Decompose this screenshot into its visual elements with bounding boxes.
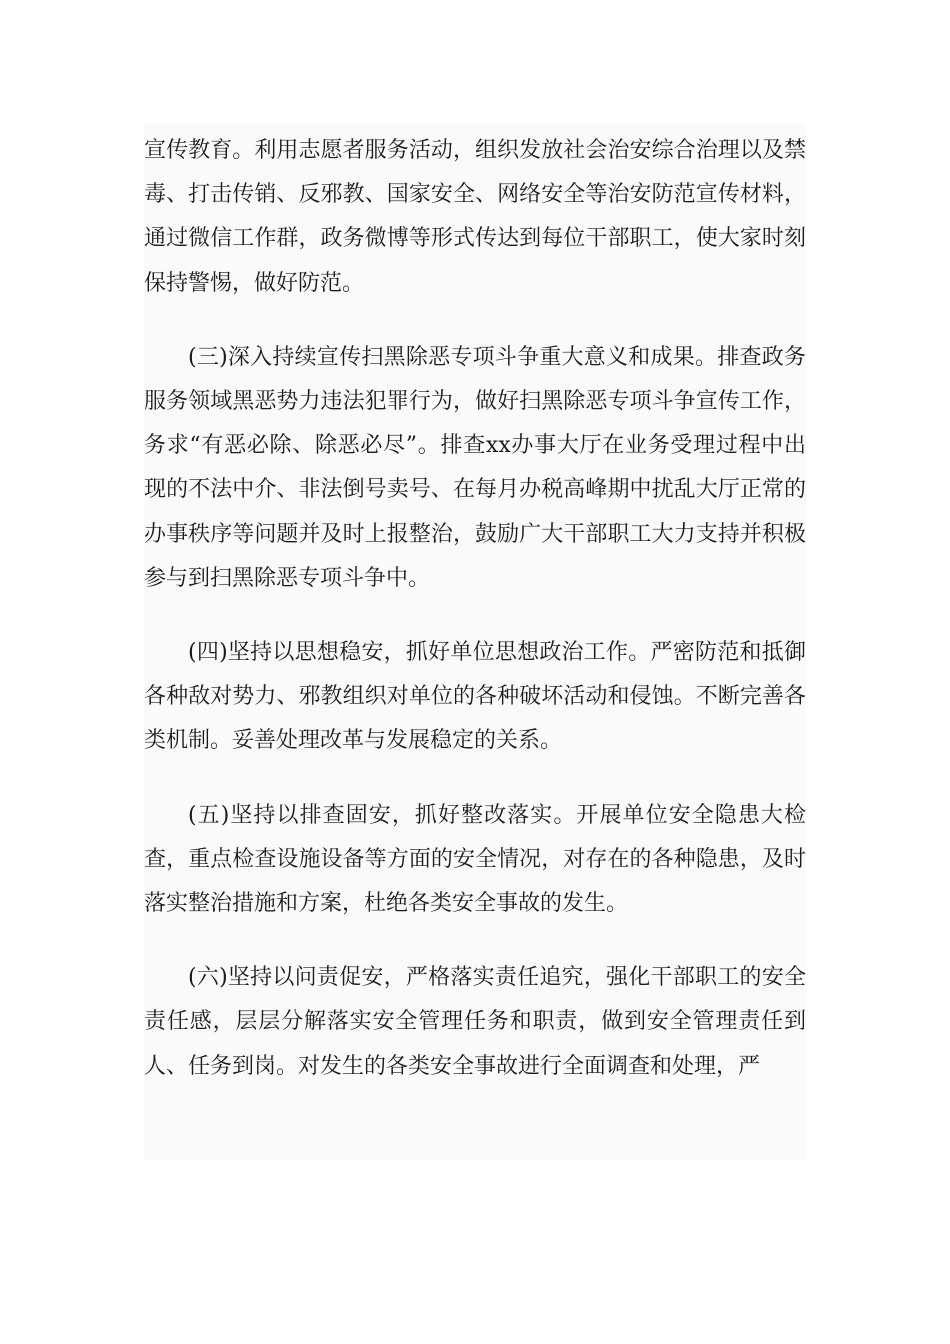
paragraph-section-6: (六)坚持以问责促安，严格落实责任追究，强化干部职工的安全责任感，层层分解落实安全管理任务和职责，做到安全管理责任到人、任务到岗。对发生的各类安全事故进行全面调查和处理，严 (144, 965, 806, 1079)
paragraph-continued: 宣传教育。利用志愿者服务活动，组织发放社会治安综合治理以及禁毒、打击传销、反邪教、国家安全、网络安全等治安防范宣传材料，通过微信工作群，政务微博等形式传达到每位干部职工，使大家时刻保持警惕，做好防范。 (144, 138, 806, 296)
paragraph-section-4: (四)坚持以思想稳安，抓好单位思想政治工作。严密防范和抵御各种敌对势力、邪教组织对单位的各种破坏活动和侵蚀。不断完善各类机制。妥善处理改革与发展稳定的关系。 (144, 640, 806, 754)
paragraph-section-5: (五)坚持以排查固安，抓好整改落实。开展单位安全隐患大检查，重点检查设施设备等方面的安全情况，对存在的各种隐患，及时落实整治措施和方案，杜绝各类安全事故的发生。 (144, 802, 806, 917)
paragraph-section-3: (三)深入持续宣传扫黑除恶专项斗争重大意义和成果。排查政务服务领域黑恶势力违法犯罪行为，做好扫黑除恶专项斗争宣传工作，务求“有恶必除、除恶必尽”。排查xx办事大厅在业务受理过程中出现的不法中介、非法倒号卖号、在每月办税高峰期中扰乱大厅正常的办事秩序等问题并及时上报整治，鼓励广大干部职工大力支持并积极参与到扫黑除恶专项斗争中。 (144, 344, 806, 591)
document-body (144, 124, 806, 1160)
